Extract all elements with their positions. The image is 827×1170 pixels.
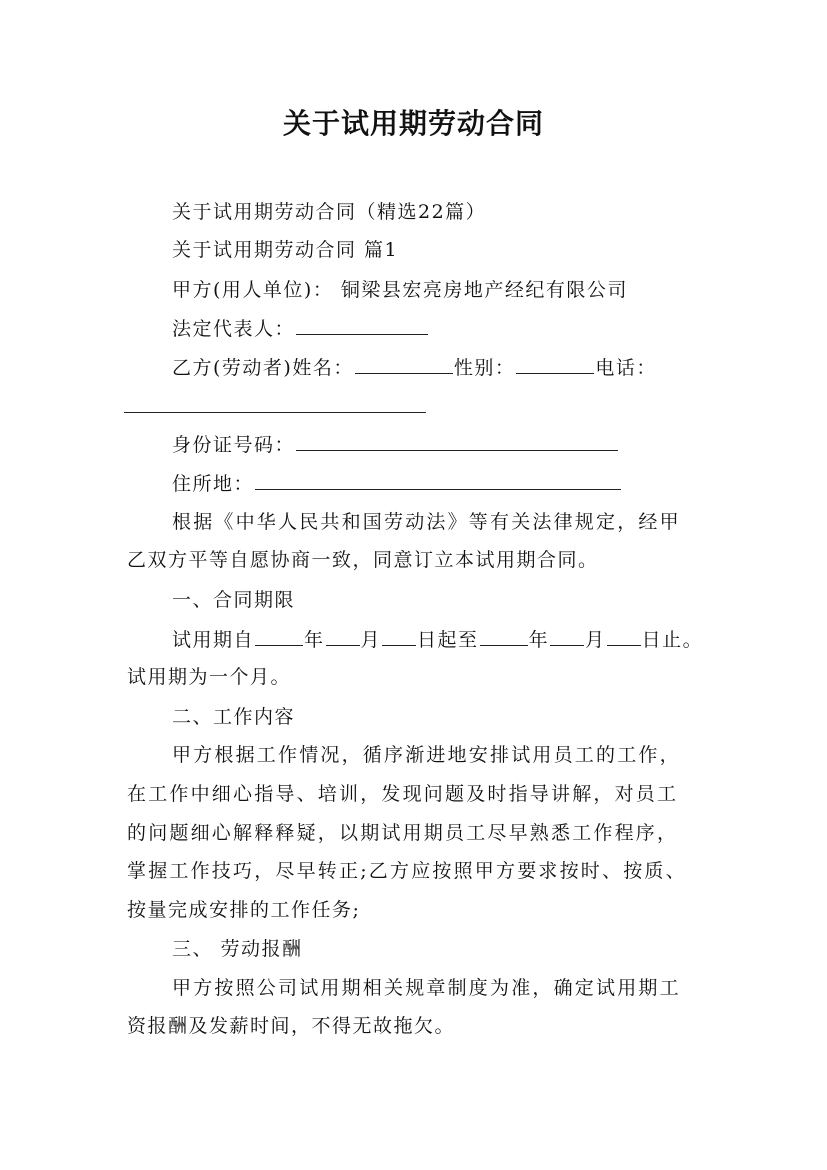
period-line bbox=[172, 627, 703, 652]
address-blank bbox=[255, 471, 621, 490]
work-line-1: 甲方根据工作情况，循序渐进地安排试用员工的工作， bbox=[172, 744, 681, 766]
gender-label: 性别： bbox=[453, 357, 516, 379]
pay-line-2: 资报酬及发薪时间，不得无故拖欠。 bbox=[127, 1015, 456, 1037]
start-year-label: 年 bbox=[304, 629, 325, 651]
id-label: 身份证号码： bbox=[172, 434, 296, 456]
party-b-label: 乙方(劳动者)姓名： bbox=[172, 357, 354, 379]
name-blank bbox=[355, 355, 453, 374]
period-line-2: 试用期为一个月。 bbox=[127, 666, 292, 688]
address-line bbox=[172, 471, 622, 496]
start-month-blank bbox=[326, 627, 360, 646]
end-month-label: 月 bbox=[585, 629, 606, 651]
party-b-line bbox=[172, 355, 657, 380]
day-from-label: 日起至 bbox=[417, 629, 479, 651]
intro-line-1: 根据《中华人民共和国劳动法》等有关法律规定，经甲 bbox=[172, 511, 681, 533]
work-line-2: 在工作中细心指导、培训，发现问题及时指导讲解，对员工 bbox=[127, 783, 679, 805]
gender-blank bbox=[516, 355, 594, 374]
work-line-5: 按量完成安排的工作任务; bbox=[127, 899, 361, 921]
legal-rep-line bbox=[172, 316, 429, 341]
article-heading: 关于试用期劳动合同 篇1 bbox=[172, 239, 399, 261]
work-line-4: 掌握工作技巧，尽早转正;乙方应按照甲方要求按时、按质、 bbox=[127, 860, 687, 882]
legal-rep-label: 法定代表人： bbox=[172, 318, 296, 340]
id-blank bbox=[296, 432, 618, 451]
subtitle: 关于试用期劳动合同（精选22篇） bbox=[172, 201, 487, 223]
address-label: 住所地： bbox=[172, 473, 255, 495]
period-prefix: 试用期自 bbox=[172, 629, 255, 651]
start-year-blank bbox=[255, 627, 303, 646]
phone-label: 电话： bbox=[595, 357, 657, 379]
party-a-line: 甲方(用人单位)： 铜梁县宏亮房地产经纪有限公司 bbox=[172, 279, 628, 301]
id-line bbox=[172, 432, 619, 457]
end-month-blank bbox=[550, 627, 584, 646]
work-line-3: 的问题细心解释释疑，以期试用期员工尽早熟悉工作程序， bbox=[127, 822, 679, 844]
start-day-blank bbox=[382, 627, 416, 646]
section-1-heading: 一、合同期限 bbox=[172, 589, 296, 611]
section-2-heading: 二、工作内容 bbox=[172, 706, 296, 728]
pay-line-1: 甲方按照公司试用期相关规章制度为准，确定试用期工 bbox=[172, 977, 681, 999]
end-year-label: 年 bbox=[528, 629, 550, 651]
intro-line-2: 乙双方平等自愿协商一致，同意订立本试用期合同。 bbox=[127, 549, 599, 571]
document-title: 关于试用期劳动合同 bbox=[282, 107, 544, 140]
end-day-blank bbox=[607, 627, 641, 646]
legal-rep-blank bbox=[296, 316, 428, 335]
start-month-label: 月 bbox=[360, 629, 382, 651]
section-3-heading: 三、 劳动报酬 bbox=[172, 938, 303, 960]
end-year-blank bbox=[480, 627, 528, 646]
day-to-label: 日止。 bbox=[641, 629, 704, 651]
phone-blank bbox=[124, 412, 426, 413]
